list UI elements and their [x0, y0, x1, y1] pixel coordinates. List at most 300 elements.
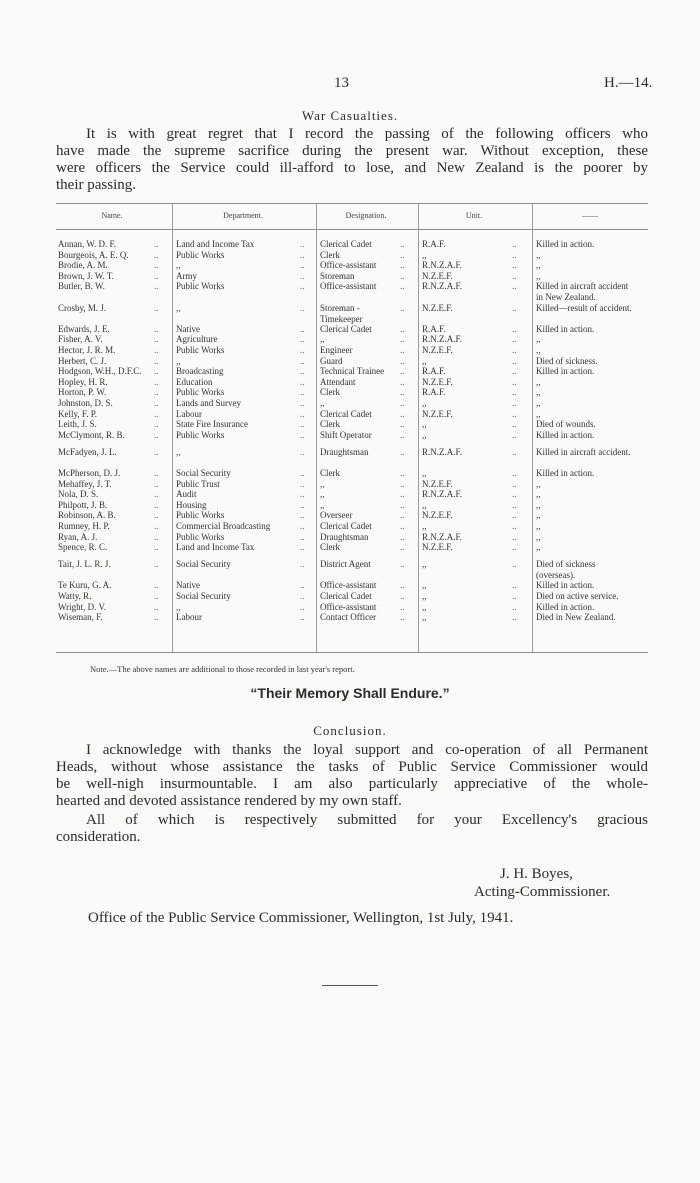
table-cell-dept: Public Works — [176, 249, 225, 260]
leader-dots: .. — [300, 429, 305, 440]
table-cell-desig: Contact Officer — [320, 612, 377, 623]
table-header-rule — [56, 229, 648, 230]
table-cell-fate: Killed in aircraft accident in New Zealand. — [536, 281, 629, 303]
leader-dots: .. — [154, 323, 159, 334]
table-cell-unit: N.Z.E.F. — [422, 302, 453, 313]
table-cell-name: Crosby, M. J. — [58, 302, 107, 313]
table-cell-name: Spence, R. C. — [58, 542, 108, 553]
end-rule — [322, 985, 378, 986]
submission-line: consideration. — [56, 829, 141, 845]
leader-dots: .. — [400, 270, 405, 281]
leader-dots: .. — [400, 489, 405, 500]
leader-dots: .. — [512, 612, 517, 623]
leader-dots: .. — [512, 376, 517, 387]
leader-dots: .. — [400, 559, 405, 570]
table-cell-unit: R.N.Z.A.F. — [422, 489, 463, 500]
table-cell-desig: Clerk — [320, 419, 340, 430]
intro-line: have made the supreme sacrifice during the present war. Without exception, these — [56, 143, 648, 159]
leader-dots: .. — [400, 478, 405, 489]
table-bottom-rule — [56, 652, 648, 653]
leader-dots: .. — [300, 260, 305, 271]
leader-dots: .. — [154, 408, 159, 419]
table-cell-dept: Public Trust — [176, 478, 220, 489]
table-cell-desig: Attendant — [320, 376, 356, 387]
table-cell-unit: R.N.Z.A.F. — [422, 334, 463, 345]
table-cell-fate: Died of sickness. — [536, 355, 598, 366]
table-cell-unit: R.A.F. — [422, 366, 446, 377]
leader-dots: .. — [400, 260, 405, 271]
leader-dots: .. — [300, 559, 305, 570]
table-cell-fate: ,, — [536, 387, 541, 398]
table-cell-name: Annan, W. D. F. — [58, 239, 117, 249]
table-header-dept: Department. — [223, 211, 263, 220]
leader-dots: .. — [512, 429, 517, 440]
table-cell-name: McPherson, D. J. — [58, 467, 121, 478]
leader-dots: .. — [400, 376, 405, 387]
table-column-divider — [316, 203, 317, 652]
leader-dots: .. — [400, 334, 405, 345]
intro-line: their passing. — [56, 177, 136, 193]
leader-dots: .. — [154, 419, 159, 430]
leader-dots: .. — [300, 270, 305, 281]
table-cell-unit: N.Z.E.F. — [422, 376, 453, 387]
leader-dots: .. — [300, 542, 305, 553]
table-header-desig: Designation. — [345, 211, 387, 220]
table-header-unit: Unit. — [465, 211, 483, 220]
table-column-divider — [418, 203, 419, 652]
leader-dots: .. — [154, 270, 159, 281]
table-cell-name: Bourgeois, A. E. Q. — [58, 249, 129, 260]
table-cell-name: Watty, R. — [58, 590, 92, 601]
leader-dots: .. — [154, 531, 159, 542]
table-cell-fate: Killed in action. — [536, 366, 595, 377]
table-cell-desig: Engineer — [320, 345, 353, 355]
signature-name: J. H. Boyes, — [500, 866, 573, 882]
table-cell-unit: ,, — [422, 249, 427, 260]
table-cell-fate: ,, — [536, 489, 541, 500]
war-casualties-title: War Casualties. — [301, 108, 399, 123]
table-cell-dept: Commercial Broadcasting — [176, 520, 271, 531]
table-cell-fate: ,, — [536, 499, 541, 510]
table-cell-unit: ,, — [422, 612, 427, 623]
leader-dots: .. — [512, 270, 517, 281]
table-cell-fate: ,, — [536, 334, 541, 345]
table-cell-fate: ,, — [536, 270, 541, 281]
leader-dots: .. — [300, 601, 305, 612]
table-cell-unit: ,, — [422, 499, 427, 510]
table-cell-fate: Killed in aircraft accident. — [536, 446, 631, 457]
table-cell-dept: Public Works — [176, 387, 225, 398]
table-cell-fate: Killed in action. — [536, 580, 595, 591]
leader-dots: .. — [300, 590, 305, 601]
table-cell-name: Robinson, A. B. — [58, 510, 116, 521]
table-cell-desig: Clerical Cadet — [320, 520, 372, 531]
leader-dots: .. — [154, 542, 159, 553]
leader-dots: .. — [512, 601, 517, 612]
table-cell-fate: ,, — [536, 520, 541, 531]
leader-dots: .. — [512, 281, 517, 292]
signature-title: Acting-Commissioner. — [474, 884, 611, 900]
leader-dots: .. — [154, 302, 159, 313]
leader-dots: .. — [300, 520, 305, 531]
table-cell-name: Rumney, H. P. — [58, 520, 110, 531]
leader-dots: .. — [512, 408, 517, 419]
table-cell-desig: Overseer — [320, 510, 353, 521]
table-cell-unit: R.N.Z.A.F. — [422, 531, 463, 542]
table-cell-fate: Killed—result of accident. — [536, 302, 632, 313]
intro-line: It is with great regret that I record the passing of the following officers who — [86, 126, 648, 142]
leader-dots: .. — [154, 239, 159, 249]
table-cell-unit: N.Z.E.F. — [422, 542, 453, 553]
leader-dots: .. — [512, 323, 517, 334]
table-cell-name: McClymont, R. B. — [58, 429, 125, 440]
table-cell-dept: Housing — [176, 499, 207, 510]
leader-dots: .. — [300, 489, 305, 500]
leader-dots: .. — [400, 467, 405, 478]
leader-dots: .. — [512, 302, 517, 313]
table-cell-name: Fisher, A. V. — [58, 334, 103, 345]
intro-paragraph — [56, 126, 648, 194]
table-cell-desig: Clerical Cadet — [320, 408, 372, 419]
table-cell-name: Brown, J. W. T. — [58, 270, 114, 281]
leader-dots: .. — [400, 520, 405, 531]
table-cell-desig: District Agent — [320, 559, 371, 570]
table-cell-unit: N.Z.E.F. — [422, 408, 453, 419]
submission-line: All of which is respectively submitted for your Excellency's gracious — [86, 812, 648, 828]
leader-dots: .. — [400, 531, 405, 542]
table-cell-name: Horton, P. W. — [58, 387, 107, 398]
leader-dots: .. — [400, 302, 405, 313]
table-cell-unit: ,, — [422, 398, 427, 408]
table-cell-desig: Office-assistant — [320, 580, 377, 591]
table-header-fate: —— — [582, 211, 598, 220]
leader-dots: .. — [400, 249, 405, 260]
leader-dots: .. — [512, 366, 517, 377]
leader-dots: .. — [300, 302, 305, 313]
table-cell-fate: Died on active service. — [536, 590, 619, 601]
table-cell-unit: ,, — [422, 520, 427, 531]
leader-dots: .. — [300, 398, 305, 408]
table-header-name: Name. — [101, 211, 123, 220]
leader-dots: .. — [512, 334, 517, 345]
leader-dots: .. — [400, 419, 405, 430]
table-cell-name: Kelly, F. P. — [58, 408, 97, 419]
leader-dots: .. — [400, 446, 405, 457]
table-cell-name: Edwards, J. E. — [58, 323, 110, 334]
table-cell-fate: ,, — [536, 260, 541, 271]
table-cell-dept: Education — [176, 376, 213, 387]
leader-dots: .. — [512, 499, 517, 510]
page-number: 13 — [334, 75, 349, 91]
leader-dots: .. — [154, 355, 159, 366]
leader-dots: .. — [400, 366, 405, 377]
leader-dots: .. — [300, 510, 305, 521]
leader-dots: .. — [300, 612, 305, 623]
table-cell-name: Butler, B. W. — [58, 281, 105, 292]
leader-dots: .. — [154, 489, 159, 500]
table-cell-unit: ,, — [422, 559, 427, 570]
table-cell-name: Mehaffey, J. T. — [58, 478, 112, 489]
table-cell-name: Te Kuru, G. A. — [58, 580, 112, 591]
table-column-divider — [532, 203, 533, 652]
leader-dots: .. — [300, 239, 305, 249]
table-cell-fate: Killed in action. — [536, 601, 595, 612]
table-cell-unit: ,, — [422, 467, 427, 478]
table-cell-unit: ,, — [422, 429, 427, 440]
leader-dots: .. — [300, 467, 305, 478]
table-cell-dept: Public Works — [176, 281, 225, 292]
leader-dots: .. — [154, 580, 159, 591]
table-cell-fate: Killed in action. — [536, 239, 595, 249]
table-cell-dept: Native — [176, 580, 200, 591]
submission-paragraph — [56, 812, 648, 846]
table-cell-dept: Labour — [176, 408, 202, 419]
leader-dots: .. — [400, 387, 405, 398]
leader-dots: .. — [400, 323, 405, 334]
table-cell-dept: Native — [176, 323, 200, 334]
table-cell-fate: ,, — [536, 398, 541, 408]
leader-dots: .. — [400, 499, 405, 510]
table-cell-desig: Clerk — [320, 542, 340, 553]
table-cell-dept: Audit — [176, 489, 197, 500]
table-cell-desig: ,, — [320, 398, 325, 408]
table-cell-fate: ,, — [536, 542, 541, 553]
table-cell-desig: Clerical Cadet — [320, 590, 372, 601]
leader-dots: .. — [154, 612, 159, 623]
table-cell-unit: N.Z.E.F. — [422, 478, 453, 489]
leader-dots: .. — [400, 281, 405, 292]
leader-dots: .. — [512, 398, 517, 408]
table-cell-desig: Clerk — [320, 467, 340, 478]
table-cell-dept: Agriculture — [176, 334, 218, 345]
table-cell-unit: R.A.F. — [422, 323, 446, 334]
table-cell-desig: Clerical Cadet — [320, 239, 372, 249]
leader-dots: .. — [154, 590, 159, 601]
leader-dots: .. — [512, 419, 517, 430]
conclusion-line: be well-nigh insurmountable. I am also particularly appreciative of the whole- — [56, 776, 648, 792]
table-cell-desig: ,, — [320, 478, 325, 489]
table-cell-name: Brodie, A. M. — [58, 260, 108, 271]
table-cell-dept: Land and Income Tax — [176, 239, 255, 249]
leader-dots: .. — [400, 408, 405, 419]
table-cell-desig: Office-assistant — [320, 281, 377, 292]
leader-dots: .. — [400, 510, 405, 521]
leader-dots: .. — [512, 260, 517, 271]
table-cell-fate: ,, — [536, 376, 541, 387]
table-cell-unit: N.Z.E.F. — [422, 345, 453, 355]
table-cell-fate: Killed in action. — [536, 429, 595, 440]
table-cell-dept: ,, — [176, 446, 181, 457]
leader-dots: .. — [400, 542, 405, 553]
conclusion-line: hearted and devoted assistance rendered by my own staff. — [56, 793, 402, 809]
table-cell-name: Hector, J. R. M. — [58, 345, 116, 355]
table-cell-unit: ,, — [422, 601, 427, 612]
table-cell-name: Ryan, A. J. — [58, 531, 98, 542]
casualties-table — [56, 203, 648, 653]
table-cell-dept: Lands and Survey — [176, 398, 241, 408]
table-cell-dept: Social Security — [176, 467, 231, 478]
table-cell-dept: ,, — [176, 355, 181, 366]
leader-dots: .. — [300, 376, 305, 387]
table-cell-desig: Guard — [320, 355, 343, 366]
table-cell-desig: Technical Trainee — [320, 366, 385, 377]
leader-dots: .. — [300, 323, 305, 334]
table-cell-desig: Office-assistant — [320, 601, 377, 612]
leader-dots: .. — [400, 345, 405, 355]
conclusion-line: Heads, without whose assistance the tasks of Public Service Commissioner would — [56, 759, 648, 775]
leader-dots: .. — [512, 489, 517, 500]
table-cell-unit: R.A.F. — [422, 387, 446, 398]
leader-dots: .. — [154, 260, 159, 271]
table-cell-unit: ,, — [422, 590, 427, 601]
table-cell-unit: ,, — [422, 580, 427, 591]
table-cell-dept: Public Works — [176, 531, 225, 542]
leader-dots: .. — [512, 510, 517, 521]
leader-dots: .. — [154, 345, 159, 355]
leader-dots: .. — [300, 446, 305, 457]
leader-dots: .. — [300, 580, 305, 591]
table-cell-name: Nola, D. S. — [58, 489, 99, 500]
leader-dots: .. — [154, 398, 159, 408]
office-line: Office of the Public Service Commissioner, Wellington, 1st July, 1941. — [88, 910, 514, 926]
leader-dots: .. — [154, 446, 159, 457]
leader-dots: .. — [300, 531, 305, 542]
table-cell-name: Johnston, D. S. — [58, 398, 113, 408]
leader-dots: .. — [300, 499, 305, 510]
leader-dots: .. — [300, 387, 305, 398]
table-cell-dept: ,, — [176, 601, 181, 612]
table-cell-desig: Storeman - Timekeeper — [320, 302, 363, 324]
table-cell-fate: ,, — [536, 249, 541, 260]
table-cell-desig: Clerk — [320, 387, 340, 398]
table-cell-name: Tait, J. L. R. J. — [58, 559, 111, 570]
leader-dots: .. — [300, 249, 305, 260]
leader-dots: .. — [400, 601, 405, 612]
leader-dots: .. — [400, 398, 405, 408]
leader-dots: .. — [400, 355, 405, 366]
table-cell-fate: ,, — [536, 531, 541, 542]
table-cell-unit: N.Z.E.F. — [422, 510, 453, 521]
leader-dots: .. — [300, 355, 305, 366]
leader-dots: .. — [512, 478, 517, 489]
table-cell-desig: Office-assistant — [320, 260, 377, 271]
table-cell-desig: ,, — [320, 334, 325, 345]
table-cell-dept: Broadcasting — [176, 366, 224, 377]
leader-dots: .. — [154, 376, 159, 387]
leader-dots: .. — [154, 366, 159, 377]
table-note: Note.—The above names are additional to those recorded in last year's report. — [90, 664, 355, 674]
table-cell-name: McFadyen, J. L. — [58, 446, 117, 457]
table-cell-unit: R.N.Z.A.F. — [422, 281, 463, 292]
leader-dots: .. — [512, 249, 517, 260]
leader-dots: .. — [400, 612, 405, 623]
table-cell-desig: ,, — [320, 489, 325, 500]
leader-dots: .. — [512, 590, 517, 601]
leader-dots: .. — [512, 446, 517, 457]
table-cell-unit: ,, — [422, 355, 427, 366]
leader-dots: .. — [154, 510, 159, 521]
table-cell-desig: Clerical Cadet — [320, 323, 372, 334]
leader-dots: .. — [300, 478, 305, 489]
leader-dots: .. — [512, 559, 517, 570]
leader-dots: .. — [512, 345, 517, 355]
leader-dots: .. — [154, 499, 159, 510]
table-cell-dept: Public Works — [176, 510, 225, 521]
leader-dots: .. — [154, 559, 159, 570]
leader-dots: .. — [154, 520, 159, 531]
table-cell-desig: Shift Operator — [320, 429, 372, 440]
table-cell-unit: N.Z.E.F. — [422, 270, 453, 281]
leader-dots: .. — [154, 467, 159, 478]
document-reference: H.—14. — [604, 75, 653, 91]
leader-dots: .. — [154, 334, 159, 345]
table-cell-dept: Public Works — [176, 345, 225, 355]
leader-dots: .. — [154, 478, 159, 489]
intro-line: were officers the Service could ill-afford to lose, and New Zealand is the poorer by — [56, 160, 648, 176]
leader-dots: .. — [300, 334, 305, 345]
table-cell-unit: ,, — [422, 419, 427, 430]
leader-dots: .. — [512, 239, 517, 249]
leader-dots: .. — [300, 281, 305, 292]
conclusion-title: Conclusion. — [313, 723, 387, 738]
leader-dots: .. — [512, 580, 517, 591]
leader-dots: .. — [154, 601, 159, 612]
leader-dots: .. — [400, 429, 405, 440]
table-cell-dept: State Fire Insurance — [176, 419, 248, 430]
table-cell-fate: ,, — [536, 510, 541, 521]
leader-dots: .. — [154, 249, 159, 260]
table-cell-name: Wiseman, F. — [58, 612, 103, 623]
table-cell-fate: Died of wounds. — [536, 419, 596, 430]
conclusion-paragraph — [56, 742, 648, 810]
table-cell-dept: ,, — [176, 302, 181, 313]
table-cell-unit: R.N.Z.A.F. — [422, 260, 463, 271]
leader-dots: .. — [400, 239, 405, 249]
leader-dots: .. — [154, 387, 159, 398]
memory-heading: “Their Memory Shall Endure.” — [250, 685, 450, 701]
table-cell-name: Hodgson, W.H., D.F.C. — [58, 366, 142, 377]
table-cell-desig: Draughtsman — [320, 446, 369, 457]
table-top-rule — [56, 203, 648, 204]
table-cell-dept: Social Security — [176, 559, 231, 570]
table-cell-dept: ,, — [176, 260, 181, 271]
table-cell-fate: Killed in action. — [536, 467, 595, 478]
table-cell-fate: Killed in action. — [536, 323, 595, 334]
leader-dots: .. — [512, 542, 517, 553]
leader-dots: .. — [300, 366, 305, 377]
table-cell-desig: Storeman — [320, 270, 355, 281]
table-cell-fate: Died in New Zealand. — [536, 612, 616, 623]
table-cell-name: Leith, J. S. — [58, 419, 97, 430]
leader-dots: .. — [300, 345, 305, 355]
table-column-divider — [172, 203, 173, 652]
table-cell-name: Hopley, H. R. — [58, 376, 108, 387]
table-cell-unit: R.A.F. — [422, 239, 446, 249]
table-cell-dept: Social Security — [176, 590, 231, 601]
leader-dots: .. — [400, 590, 405, 601]
table-cell-desig: ,, — [320, 499, 325, 510]
leader-dots: .. — [154, 429, 159, 440]
leader-dots: .. — [512, 531, 517, 542]
leader-dots: .. — [512, 467, 517, 478]
table-cell-dept: Land and Income Tax — [176, 542, 255, 553]
table-cell-name: Herbert, C. J. — [58, 355, 107, 366]
table-cell-desig: Draughtsman — [320, 531, 369, 542]
table-cell-name: Wright, D. V. — [58, 601, 107, 612]
table-cell-fate: ,, — [536, 478, 541, 489]
leader-dots: .. — [300, 408, 305, 419]
leader-dots: .. — [154, 281, 159, 292]
